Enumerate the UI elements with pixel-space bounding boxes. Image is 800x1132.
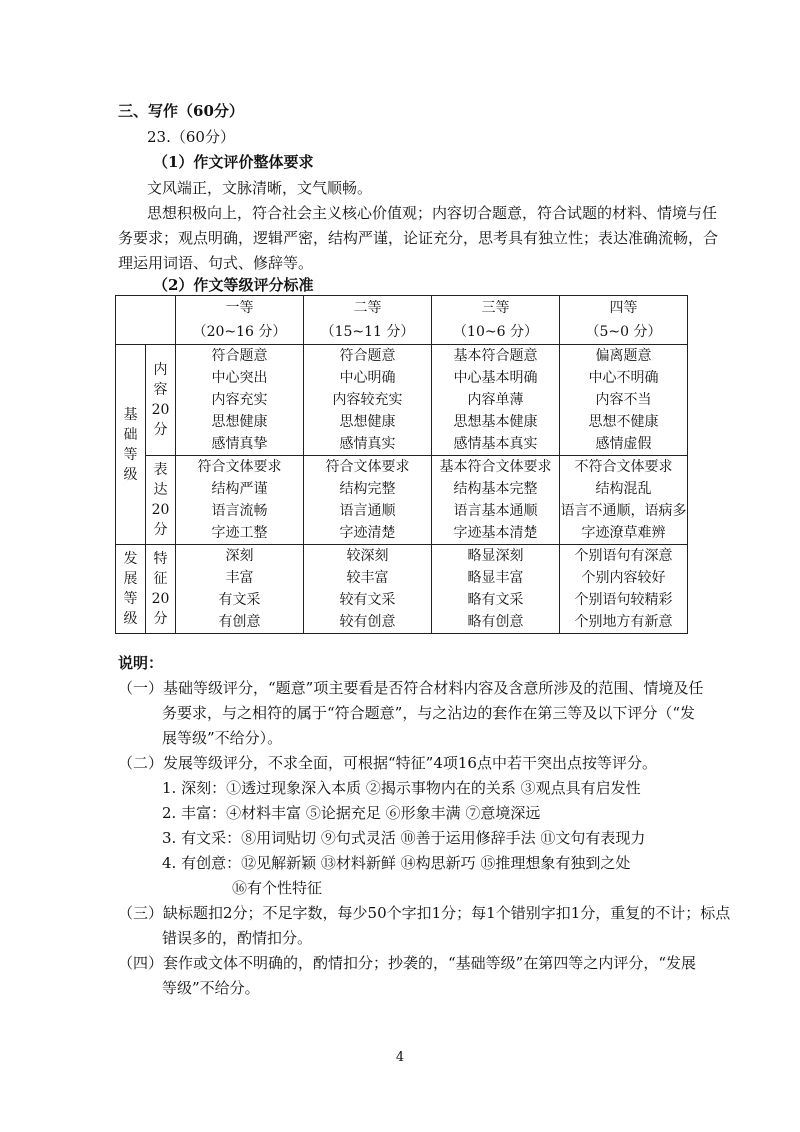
basic-level-label: 基 础 等 级 xyxy=(116,345,146,545)
table-row xyxy=(116,456,688,545)
table-cell: 基本符合题意 中心基本明确 内容单薄 思想基本健康 感情基本真实 xyxy=(432,345,560,456)
table-cell: 符合题意 中心突出 内容充实 思想健康 感情真挚 xyxy=(176,345,304,456)
table-header-row xyxy=(116,296,688,345)
table-cell: 深刻 丰富 有文采 有创意 xyxy=(176,545,304,634)
table-cell: 符合题意 中心明确 内容较充实 思想健康 感情真实 xyxy=(304,345,432,456)
note-line: ⑯有个性特征 xyxy=(232,879,323,897)
part1-line: 文风端正，文脉清晰，文气顺畅。 xyxy=(147,179,373,197)
part1-line: 思想积极向上，符合社会主义核心价值观；内容切合题意，符合试题的材料、情境与任 xyxy=(147,204,718,222)
note-line: 等级”不给分。 xyxy=(162,979,260,997)
table-row xyxy=(116,545,688,634)
grading-table xyxy=(115,295,688,634)
dev-level-label: 发 展 等 级 xyxy=(116,545,146,634)
part1-line: 理运用词语、句式、修辞等。 xyxy=(118,254,314,272)
table-row xyxy=(116,345,688,456)
note-line: 展等级”不给分）。 xyxy=(162,729,283,747)
grade-header: 二等 （15~11 分） xyxy=(304,296,432,345)
note-line: 务要求，与之相符的属于“符合题意”，与之沾边的套作在第三等及以下评分（“发 xyxy=(162,704,696,722)
table-cell: 基本符合文体要求 结构基本完整 语言基本通顺 字迹基本清楚 xyxy=(432,456,560,545)
note-line: 错误多的，酌情扣分。 xyxy=(162,929,313,947)
part1-title: （1）作文评价整体要求 xyxy=(153,153,314,171)
note-line: （四）套作或文体不明确的，酌情扣分；抄袭的，“基础等级”在第四等之内评分，“发展 xyxy=(118,954,697,972)
table-cell: 符合文体要求 结构完整 语言通顺 字迹清楚 xyxy=(304,456,432,545)
part1-line: 务要求；观点明确，逻辑严密，结构严谨，论证充分，思考具有独立性；表达准确流畅，合 xyxy=(118,229,719,247)
note-line: 3. 有文采：⑧用词贴切 ⑨句式灵活 ⑩善于运用修辞手法 ⑪文句有表现力 xyxy=(162,829,646,847)
note-line: （一）基础等级评分，“题意”项主要看是否符合材料内容及含意所涉及的范围、情境及任 xyxy=(118,679,704,697)
page-number: 4 xyxy=(395,1050,405,1065)
grade-header: 一等 （20~16 分） xyxy=(176,296,304,345)
grade-header: 三等 （10~6 分） xyxy=(432,296,560,345)
table-cell: 符合文体要求 结构严谨 语言流畅 字迹工整 xyxy=(176,456,304,545)
table-cell: 个别语句有深意 个别内容较好 个别语句较精彩 个别地方有新意 xyxy=(560,545,688,634)
expression-label: 表 达 20 分 xyxy=(146,456,176,545)
table-cell: 不符合文体要求 结构混乱 语言不通顺，语病多 字迹潦草难辨 xyxy=(560,456,688,545)
note-line: 4. 有创意：⑫见解新颖 ⑬材料新鲜 ⑭构思新巧 ⑮推理想象有独到之处 xyxy=(162,854,631,872)
notes-title: 说明： xyxy=(118,654,164,672)
content-label: 内 容 20 分 xyxy=(146,345,176,456)
grade-header: 四等 （5~0 分） xyxy=(560,296,688,345)
note-line: 1. 深刻：①透过现象深入本质 ②揭示事物内在的关系 ③观点具有启发性 xyxy=(162,779,641,797)
note-line: （二）发展等级评分，不求全面，可根据“特征”4项16点中若干突出点按等评分。 xyxy=(118,754,657,772)
note-line: 2. 丰富：④材料丰富 ⑤论据充足 ⑥形象丰满 ⑦意境深远 xyxy=(162,804,541,822)
note-line: （三）缺标题扣2分；不足字数，每少50个字扣1分；每1个错别字扣1分，重复的不计；标点 xyxy=(118,904,731,922)
section-title: 三、写作（60分） xyxy=(118,102,244,120)
table-cell: 略显深刻 略显丰富 略有文采 略有创意 xyxy=(432,545,560,634)
question-label: 23.（60分） xyxy=(147,128,235,146)
table-corner-cell xyxy=(116,296,176,345)
part2-title: （2）作文等级评分标准 xyxy=(153,276,314,294)
table-cell: 较深刻 较丰富 较有文采 较有创意 xyxy=(304,545,432,634)
feature-label: 特 征 20 分 xyxy=(146,545,176,634)
table-cell: 偏离题意 中心不明确 内容不当 思想不健康 感情虚假 xyxy=(560,345,688,456)
